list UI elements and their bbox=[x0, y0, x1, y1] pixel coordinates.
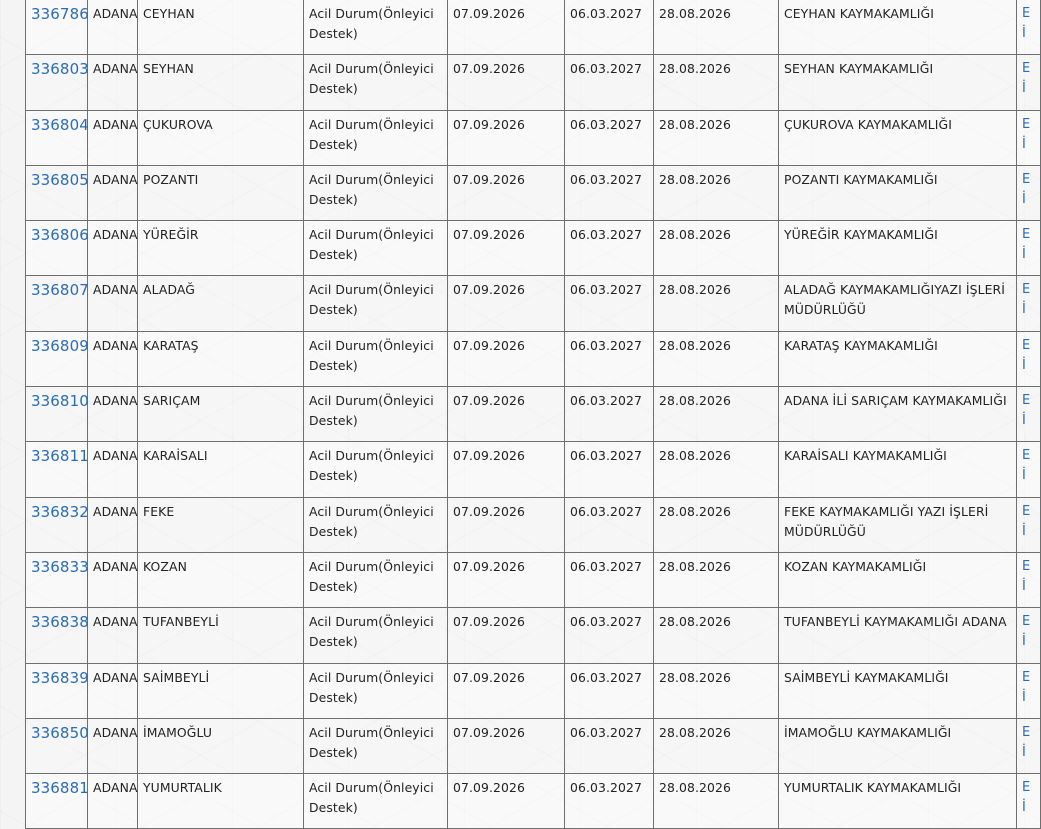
table-row bbox=[26, 110, 1041, 165]
date-cell-2: 06.03.2027 bbox=[565, 552, 654, 607]
action-link-2[interactable]: İ bbox=[1022, 578, 1026, 594]
institution-cell: ALADAĞ KAYMAKAMLIĞIYAZI İŞLERİ MÜDÜRLÜĞÜ bbox=[779, 276, 1017, 331]
action-link-2[interactable]: İ bbox=[1022, 800, 1026, 816]
province-cell: ADANA bbox=[88, 608, 138, 663]
action-link-cell bbox=[1017, 0, 1041, 55]
support-type-cell: Acil Durum(Önleyici Destek) bbox=[304, 552, 448, 607]
date-cell-3: 28.08.2026 bbox=[654, 0, 779, 55]
date-cell-2: 06.03.2027 bbox=[565, 0, 654, 55]
table-row bbox=[26, 55, 1041, 110]
province-cell: ADANA bbox=[88, 331, 138, 386]
institution-cell: POZANTI KAYMAKAMLIĞI bbox=[779, 165, 1017, 220]
province-cell: ADANA bbox=[88, 276, 138, 331]
district-cell: KARAİSALI bbox=[138, 442, 304, 497]
record-id-cell bbox=[26, 55, 88, 110]
support-type-cell: Acil Durum(Önleyici Destek) bbox=[304, 608, 448, 663]
action-link-1[interactable]: E bbox=[1022, 780, 1031, 796]
date-cell-2: 06.03.2027 bbox=[565, 110, 654, 165]
record-id-link[interactable]: 336832 bbox=[31, 502, 89, 521]
record-id-cell bbox=[26, 663, 88, 718]
results-table bbox=[25, 0, 1041, 829]
date-cell-2: 06.03.2027 bbox=[565, 276, 654, 331]
date-cell-2: 06.03.2027 bbox=[565, 55, 654, 110]
action-link-2[interactable]: İ bbox=[1022, 689, 1026, 705]
support-type-cell: Acil Durum(Önleyici Destek) bbox=[304, 497, 448, 552]
institution-cell: İMAMOĞLU KAYMAKAMLIĞI bbox=[779, 718, 1017, 773]
action-link-cell bbox=[1017, 774, 1041, 829]
record-id-cell bbox=[26, 165, 88, 220]
date-cell-1: 07.09.2026 bbox=[448, 0, 565, 55]
province-cell: ADANA bbox=[88, 55, 138, 110]
action-link-cell bbox=[1017, 110, 1041, 165]
date-cell-2: 06.03.2027 bbox=[565, 663, 654, 718]
support-type-cell: Acil Durum(Önleyici Destek) bbox=[304, 331, 448, 386]
support-type-cell: Acil Durum(Önleyici Destek) bbox=[304, 110, 448, 165]
action-link-2[interactable]: İ bbox=[1022, 136, 1026, 152]
date-cell-1: 07.09.2026 bbox=[448, 663, 565, 718]
action-link-cell bbox=[1017, 663, 1041, 718]
date-cell-1: 07.09.2026 bbox=[448, 442, 565, 497]
record-id-cell bbox=[26, 0, 88, 55]
support-type-cell: Acil Durum(Önleyici Destek) bbox=[304, 165, 448, 220]
province-cell: ADANA bbox=[88, 552, 138, 607]
record-id-link[interactable]: 336839 bbox=[31, 668, 89, 687]
table-row bbox=[26, 165, 1041, 220]
support-type-cell: Acil Durum(Önleyici Destek) bbox=[304, 774, 448, 829]
date-cell-2: 06.03.2027 bbox=[565, 165, 654, 220]
date-cell-1: 07.09.2026 bbox=[448, 774, 565, 829]
table-row bbox=[26, 0, 1041, 55]
action-link-cell bbox=[1017, 165, 1041, 220]
province-cell: ADANA bbox=[88, 0, 138, 55]
institution-cell: ADANA İLİ SARIÇAM KAYMAKAMLIĞI bbox=[779, 387, 1017, 442]
table-row bbox=[26, 331, 1041, 386]
record-id-cell bbox=[26, 608, 88, 663]
district-cell: İMAMOĞLU bbox=[138, 718, 304, 773]
date-cell-2: 06.03.2027 bbox=[565, 774, 654, 829]
district-cell: SARIÇAM bbox=[138, 387, 304, 442]
date-cell-1: 07.09.2026 bbox=[448, 331, 565, 386]
support-type-cell: Acil Durum(Önleyici Destek) bbox=[304, 276, 448, 331]
action-link-1[interactable]: E bbox=[1022, 61, 1031, 77]
institution-cell: ÇUKUROVA KAYMAKAMLIĞI bbox=[779, 110, 1017, 165]
date-cell-2: 06.03.2027 bbox=[565, 497, 654, 552]
date-cell-1: 07.09.2026 bbox=[448, 165, 565, 220]
support-type-cell: Acil Durum(Önleyici Destek) bbox=[304, 718, 448, 773]
support-type-cell: Acil Durum(Önleyici Destek) bbox=[304, 0, 448, 55]
district-cell: SEYHAN bbox=[138, 55, 304, 110]
support-type-cell: Acil Durum(Önleyici Destek) bbox=[304, 442, 448, 497]
action-link-1[interactable]: E bbox=[1022, 116, 1031, 132]
record-id-cell bbox=[26, 718, 88, 773]
date-cell-2: 06.03.2027 bbox=[565, 718, 654, 773]
action-link-2[interactable]: İ bbox=[1022, 81, 1026, 97]
date-cell-3: 28.08.2026 bbox=[654, 718, 779, 773]
date-cell-1: 07.09.2026 bbox=[448, 110, 565, 165]
action-link-2[interactable]: İ bbox=[1022, 744, 1026, 760]
date-cell-3: 28.08.2026 bbox=[654, 55, 779, 110]
support-type-cell: Acil Durum(Önleyici Destek) bbox=[304, 55, 448, 110]
district-cell: KARATAŞ bbox=[138, 331, 304, 386]
action-link-cell bbox=[1017, 718, 1041, 773]
date-cell-3: 28.08.2026 bbox=[654, 442, 779, 497]
province-cell: ADANA bbox=[88, 165, 138, 220]
date-cell-1: 07.09.2026 bbox=[448, 497, 565, 552]
date-cell-3: 28.08.2026 bbox=[654, 497, 779, 552]
action-link-1[interactable]: E bbox=[1022, 171, 1031, 187]
district-cell: YÜREĞİR bbox=[138, 221, 304, 276]
record-id-link[interactable]: 336838 bbox=[31, 613, 89, 632]
record-id-link[interactable]: 336786 bbox=[31, 5, 89, 23]
table-row bbox=[26, 387, 1041, 442]
institution-cell: FEKE KAYMAKAMLIĞI YAZI İŞLERİ MÜDÜRLÜĞÜ bbox=[779, 497, 1017, 552]
action-link-cell bbox=[1017, 608, 1041, 663]
date-cell-3: 28.08.2026 bbox=[654, 663, 779, 718]
action-link-1[interactable]: E bbox=[1022, 724, 1031, 740]
date-cell-3: 28.08.2026 bbox=[654, 387, 779, 442]
action-link-2[interactable]: İ bbox=[1022, 357, 1026, 373]
institution-cell: SEYHAN KAYMAKAMLIĞI bbox=[779, 55, 1017, 110]
province-cell: ADANA bbox=[88, 663, 138, 718]
record-id-cell bbox=[26, 497, 88, 552]
district-cell: ÇUKUROVA bbox=[138, 110, 304, 165]
date-cell-1: 07.09.2026 bbox=[448, 55, 565, 110]
institution-cell: TUFANBEYLİ KAYMAKAMLIĞI ADANA bbox=[779, 608, 1017, 663]
date-cell-1: 07.09.2026 bbox=[448, 552, 565, 607]
province-cell: ADANA bbox=[88, 497, 138, 552]
record-id-cell bbox=[26, 442, 88, 497]
action-link-cell bbox=[1017, 55, 1041, 110]
action-link-cell bbox=[1017, 276, 1041, 331]
date-cell-3: 28.08.2026 bbox=[654, 276, 779, 331]
action-link-1[interactable]: E bbox=[1022, 337, 1031, 353]
district-cell: POZANTI bbox=[138, 165, 304, 220]
action-link-2[interactable]: İ bbox=[1022, 26, 1026, 41]
record-id-link[interactable]: 336811 bbox=[31, 447, 89, 466]
province-cell: ADANA bbox=[88, 110, 138, 165]
record-id-link[interactable]: 336850 bbox=[31, 723, 89, 742]
date-cell-2: 06.03.2027 bbox=[565, 608, 654, 663]
institution-cell: YÜREĞİR KAYMAKAMLIĞI bbox=[779, 221, 1017, 276]
record-id-link[interactable]: 336810 bbox=[31, 392, 89, 411]
record-id-link[interactable]: 336833 bbox=[31, 557, 89, 576]
date-cell-3: 28.08.2026 bbox=[654, 774, 779, 829]
institution-cell: CEYHAN KAYMAKAMLIĞI bbox=[779, 0, 1017, 55]
table-row bbox=[26, 497, 1041, 552]
action-link-cell bbox=[1017, 387, 1041, 442]
action-link-2[interactable]: İ bbox=[1022, 634, 1026, 650]
action-link-cell bbox=[1017, 331, 1041, 386]
date-cell-1: 07.09.2026 bbox=[448, 221, 565, 276]
table-row bbox=[26, 221, 1041, 276]
institution-cell: YUMURTALIK KAYMAKAMLIĞI bbox=[779, 774, 1017, 829]
record-id-link[interactable]: 336881 bbox=[31, 779, 89, 798]
province-cell: ADANA bbox=[88, 442, 138, 497]
action-link-1[interactable]: E bbox=[1022, 227, 1031, 243]
action-link-1[interactable]: E bbox=[1022, 393, 1031, 409]
record-id-cell bbox=[26, 221, 88, 276]
action-link-2[interactable]: İ bbox=[1022, 413, 1026, 429]
record-id-cell bbox=[26, 552, 88, 607]
institution-cell: KOZAN KAYMAKAMLIĞI bbox=[779, 552, 1017, 607]
action-link-2[interactable]: İ bbox=[1022, 247, 1026, 263]
date-cell-3: 28.08.2026 bbox=[654, 165, 779, 220]
district-cell: CEYHAN bbox=[138, 0, 304, 55]
action-link-1[interactable]: E bbox=[1022, 282, 1031, 298]
table-body bbox=[26, 0, 1041, 829]
table-row bbox=[26, 276, 1041, 331]
action-link-1[interactable]: E bbox=[1022, 6, 1031, 21]
province-cell: ADANA bbox=[88, 221, 138, 276]
record-id-link[interactable]: 336804 bbox=[31, 115, 89, 134]
record-id-cell bbox=[26, 110, 88, 165]
table-row bbox=[26, 442, 1041, 497]
province-cell: ADANA bbox=[88, 718, 138, 773]
date-cell-1: 07.09.2026 bbox=[448, 608, 565, 663]
district-cell: ALADAĞ bbox=[138, 276, 304, 331]
date-cell-2: 06.03.2027 bbox=[565, 331, 654, 386]
date-cell-3: 28.08.2026 bbox=[654, 331, 779, 386]
table-row bbox=[26, 552, 1041, 607]
action-link-1[interactable]: E bbox=[1022, 448, 1031, 464]
record-id-link[interactable]: 336807 bbox=[31, 281, 89, 300]
record-id-link[interactable]: 336805 bbox=[31, 170, 89, 189]
district-cell: KOZAN bbox=[138, 552, 304, 607]
province-cell: ADANA bbox=[88, 774, 138, 829]
district-cell: FEKE bbox=[138, 497, 304, 552]
support-type-cell: Acil Durum(Önleyici Destek) bbox=[304, 663, 448, 718]
table-row bbox=[26, 718, 1041, 773]
action-link-cell bbox=[1017, 552, 1041, 607]
action-link-2[interactable]: İ bbox=[1022, 302, 1026, 318]
date-cell-1: 07.09.2026 bbox=[448, 718, 565, 773]
table-row bbox=[26, 608, 1041, 663]
action-link-2[interactable]: İ bbox=[1022, 468, 1026, 484]
district-cell: TUFANBEYLİ bbox=[138, 608, 304, 663]
date-cell-3: 28.08.2026 bbox=[654, 608, 779, 663]
support-type-cell: Acil Durum(Önleyici Destek) bbox=[304, 387, 448, 442]
record-id-cell bbox=[26, 331, 88, 386]
action-link-1[interactable]: E bbox=[1022, 503, 1031, 519]
record-id-cell bbox=[26, 387, 88, 442]
date-cell-1: 07.09.2026 bbox=[448, 276, 565, 331]
date-cell-3: 28.08.2026 bbox=[654, 110, 779, 165]
date-cell-1: 07.09.2026 bbox=[448, 387, 565, 442]
table-row bbox=[26, 774, 1041, 829]
date-cell-3: 28.08.2026 bbox=[654, 552, 779, 607]
action-link-2[interactable]: İ bbox=[1022, 191, 1026, 207]
date-cell-2: 06.03.2027 bbox=[565, 221, 654, 276]
institution-cell: SAİMBEYLİ KAYMAKAMLIĞI bbox=[779, 663, 1017, 718]
date-cell-2: 06.03.2027 bbox=[565, 387, 654, 442]
action-link-1[interactable]: E bbox=[1022, 558, 1031, 574]
action-link-2[interactable]: İ bbox=[1022, 523, 1026, 539]
district-cell: SAİMBEYLİ bbox=[138, 663, 304, 718]
record-id-cell bbox=[26, 774, 88, 829]
institution-cell: KARATAŞ KAYMAKAMLIĞI bbox=[779, 331, 1017, 386]
date-cell-3: 28.08.2026 bbox=[654, 221, 779, 276]
record-id-cell bbox=[26, 276, 88, 331]
record-id-link[interactable]: 336806 bbox=[31, 226, 89, 245]
date-cell-2: 06.03.2027 bbox=[565, 442, 654, 497]
district-cell: YUMURTALIK bbox=[138, 774, 304, 829]
table-row bbox=[26, 663, 1041, 718]
institution-cell: KARAİSALI KAYMAKAMLIĞI bbox=[779, 442, 1017, 497]
action-link-cell bbox=[1017, 497, 1041, 552]
record-id-link[interactable]: 336803 bbox=[31, 60, 89, 79]
action-link-cell bbox=[1017, 442, 1041, 497]
record-id-link[interactable]: 336809 bbox=[31, 336, 89, 355]
support-type-cell: Acil Durum(Önleyici Destek) bbox=[304, 221, 448, 276]
action-link-1[interactable]: E bbox=[1022, 669, 1031, 685]
province-cell: ADANA bbox=[88, 387, 138, 442]
action-link-cell bbox=[1017, 221, 1041, 276]
action-link-1[interactable]: E bbox=[1022, 614, 1031, 630]
